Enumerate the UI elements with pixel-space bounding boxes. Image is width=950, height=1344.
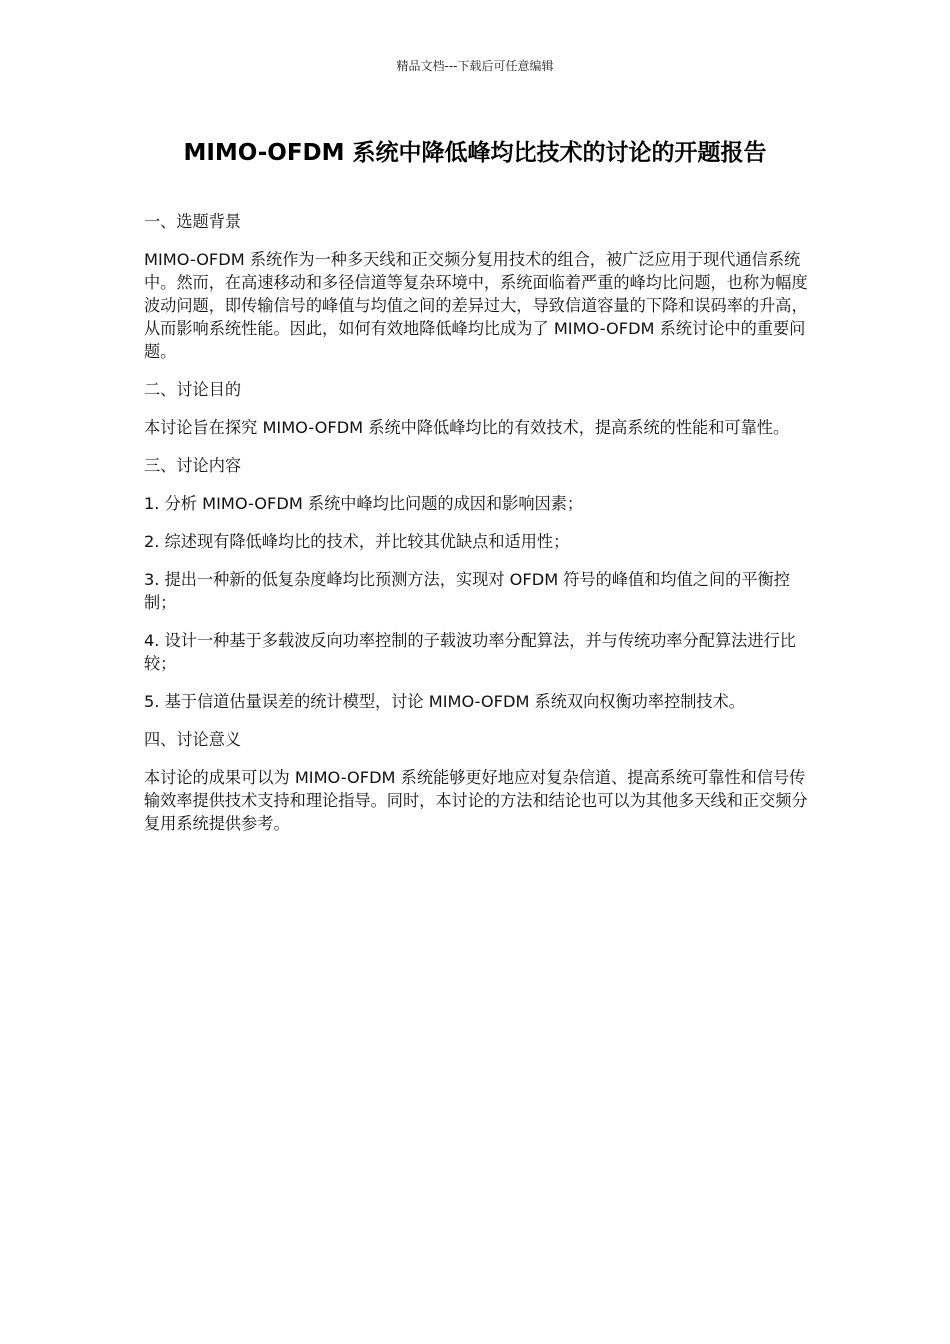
section-heading-purpose: 二、讨论目的 [144,380,242,399]
paragraph-background: MIMO-OFDM 系统作为一种多天线和正交频分复用技术的组合，被广泛应用于现代通信系统中。然而，在高速移动和多径信道等复杂环境中，系统面临着严重的峰均比问题，也称为幅度波动问题，即传输信号的峰值与均值之间的差异过大，导致信道容量的下降和误码率的升高，从而影响系统性能。因此，如何有效地降低峰均比成为了 MIMO-OFDM 系统讨论中的重要问题。 [144,250,808,361]
paragraph-purpose: 本讨论旨在探究 MIMO-OFDM 系统中降低峰均比的有效技术，提高系统的性能和可靠性。 [144,418,790,437]
paragraph-significance: 本讨论的成果可以为 MIMO-OFDM 系统能够更好地应对复杂信道、提高系统可靠性和信号传输效率提供技术支持和理论指导。同时，本讨论的方法和结论也可以为其他多天线和正交频分复用系统提供参考。 [144,768,808,833]
list-item: 1. 分析 MIMO-OFDM 系统中峰均比问题的成因和影响因素； [144,494,584,513]
running-header: 精品文档---下载后可任意编辑 [396,59,554,73]
list-item: 3. 提出一种新的低复杂度峰均比预测方法，实现对 OFDM 符号的峰值和均值之间的平衡控制； [144,570,790,612]
section-heading-background: 一、选题背景 [144,212,242,231]
section-heading-significance: 四、讨论意义 [144,730,242,749]
section-heading-content: 三、讨论内容 [144,456,242,475]
document-title: MIMO-OFDM 系统中降低峰均比技术的讨论的开题报告 [183,140,767,166]
list-item: 2. 综述现有降低峰均比的技术，并比较其优缺点和适用性； [144,532,570,551]
list-item: 5. 基于信道估量误差的统计模型，讨论 MIMO-OFDM 系统双向权衡功率控制技术。 [144,692,745,711]
document-body [144,210,808,850]
list-item: 4. 设计一种基于多载波反向功率控制的子载波功率分配算法，并与传统功率分配算法进行比较； [144,631,796,673]
